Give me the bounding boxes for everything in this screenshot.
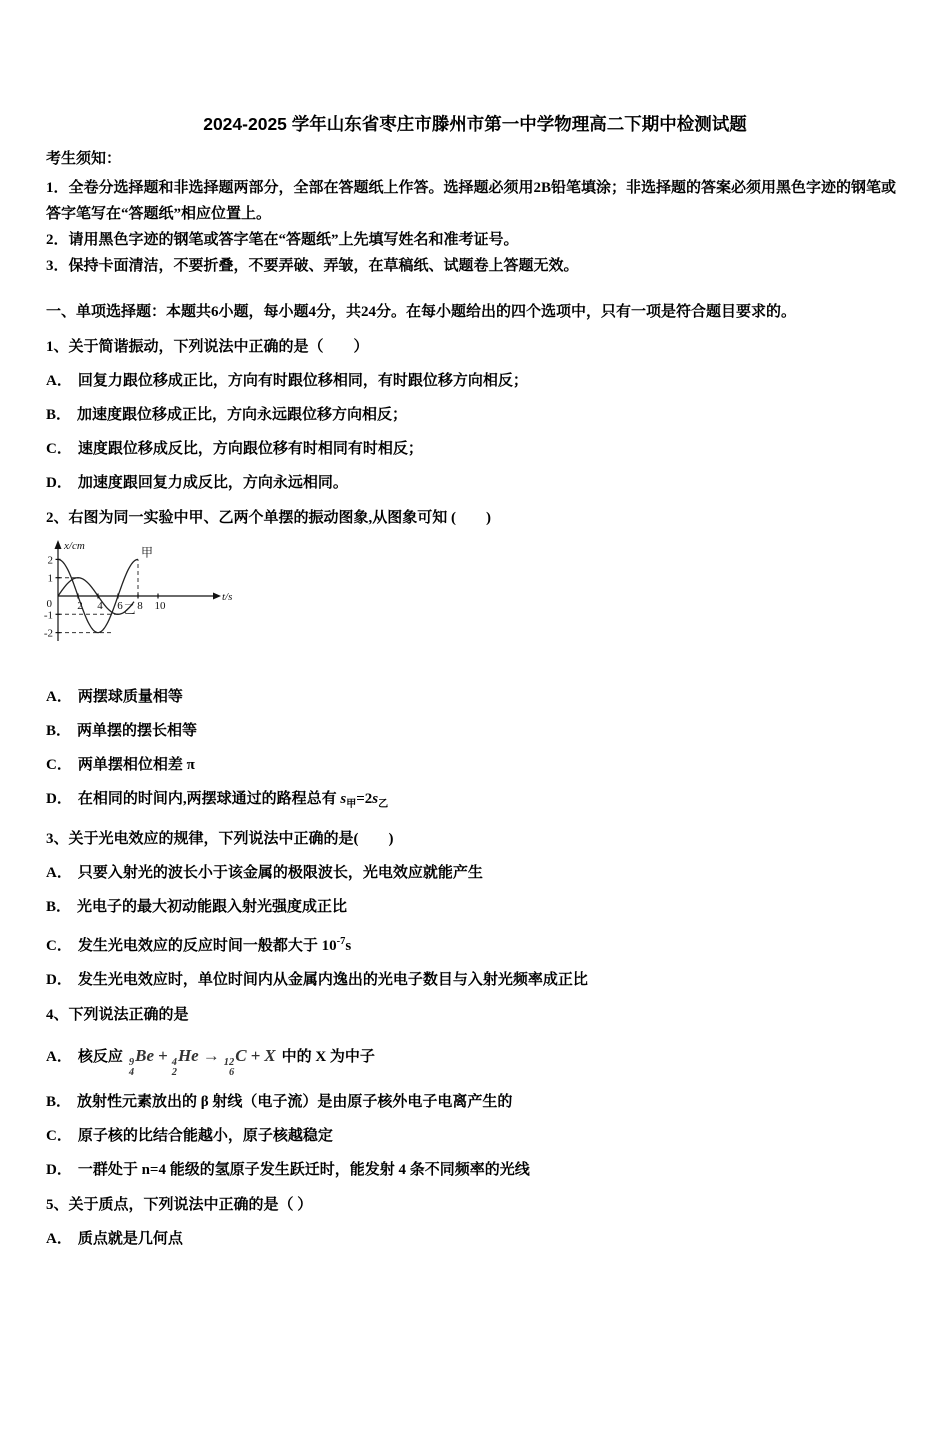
pendulum-vibration-graph: [38, 537, 904, 674]
question-3-stem: 3、关于光电效应的规律，下列说法中正确的是( ): [46, 831, 394, 847]
svg-text:1: 1: [47, 572, 53, 585]
question-2-stem: 2、右图为同一实验中甲、乙两个单摆的振动图象,从图象可知 ( ): [46, 510, 491, 526]
svg-text:甲: 甲: [141, 545, 154, 560]
svg-text:-2: -2: [43, 627, 53, 640]
notice-item-3: 3．保持卡面清洁，不要折叠，不要弄破、弄皱，在草稿纸、试题卷上答题无效。: [46, 258, 579, 274]
question-2-option-a: A． 两摆球质量相等: [46, 689, 183, 705]
option-text: 在相同的时间内,两摆球通过的路程总有: [77, 791, 341, 807]
question-2-option-d: D． 在相同的时间内,两摆球通过的路程总有 $s_甲=2s_乙$: [46, 791, 389, 810]
question-5-option-a: A． 质点就是几何点: [46, 1231, 183, 1247]
option-text: 加速度跟位移成正比，方向永远跟位移方向相反；: [77, 407, 408, 423]
option-text: 质点就是几何点: [77, 1231, 183, 1247]
notice-heading: 考生须知：: [46, 151, 122, 167]
svg-text:10: 10: [154, 600, 166, 612]
question-2-option-c: C． 两单摆相位相差 π: [46, 757, 195, 773]
svg-text:t/s: t/s: [222, 591, 233, 603]
question-3-option-b: B． 光电子的最大初动能跟入射光强度成正比: [46, 899, 348, 915]
notice-item-2: 2．请用黑色字迹的钢笔或答字笔在“答题纸”上先填写姓名和准考证号。: [46, 232, 519, 248]
svg-text:4: 4: [97, 600, 103, 612]
notice-list: [46, 175, 904, 279]
svg-text:-1: -1: [43, 609, 53, 622]
question-1-option-d: D． 加速度跟回复力成反比，方向永远相同。: [46, 475, 348, 491]
nuclide-he: 4 2 He: [171, 1046, 199, 1078]
question-1-option-b: B． 加速度跟位移成正比，方向永远跟位移方向相反；: [46, 407, 408, 423]
nuclide-c: 12 6 C: [223, 1046, 247, 1078]
question-3-option-a: A． 只要入射光的波长小于该金属的极限波长，光电效应就能产生: [46, 865, 483, 881]
svg-text:x/cm: x/cm: [64, 540, 85, 552]
question-2-option-b: B． 两单摆的摆长相等: [46, 723, 198, 739]
svg-text:0: 0: [46, 598, 52, 610]
option-text: 只要入射光的波长小于该金属的极限波长，光电效应就能产生: [77, 865, 483, 881]
option-text: 两单摆相位相差 π: [77, 757, 195, 773]
svg-text:2: 2: [77, 600, 83, 612]
question-4-stem: 4、下列说法正确的是: [46, 1007, 189, 1023]
question-1-stem: 1、关于简谐振动，下列说法中正确的是（ ）: [46, 339, 369, 355]
nuclide-be: 9 4 Be: [128, 1046, 154, 1078]
option-text: 发生光电效应时，单位时间内从金属内逸出的光电子数目与入射光频率成正比: [77, 972, 588, 988]
svg-text:8: 8: [137, 600, 143, 612]
question-4-option-c: C． 原子核的比结合能越小，原子核越稳定: [46, 1128, 333, 1144]
exam-page: [0, 112, 950, 1250]
svg-text:乙: 乙: [123, 602, 136, 617]
question-4-option-b: B． 放射性元素放出的 β 射线（电子流）是由原子核外电子电离产生的: [46, 1094, 513, 1110]
option-text: 原子核的比结合能越小，原子核越稳定: [77, 1128, 333, 1144]
option-text: 速度跟位移成反比，方向跟位移有时相同有时相反；: [77, 441, 423, 457]
question-4-option-a: A． 核反应 9 4 Be + 4 2 He → 12 6 C + X 中的 X 为中子: [46, 1046, 375, 1078]
question-5-stem: 5、关于质点，下列说法中正确的是（ ）: [46, 1197, 313, 1213]
nuclear-reaction-formula: 9 4 Be + 4 2 He → 12 6 C + X: [128, 1046, 276, 1078]
option-text: 一群处于 n=4 能级的氢原子发生跃迁时，能发射 4 条不同频率的光线: [77, 1162, 530, 1178]
option-text: 两摆球质量相等: [77, 689, 183, 705]
question-1-option-a: A． 回复力跟位移成正比，方向有时跟位移相同，有时跟位移方向相反；: [46, 373, 528, 389]
svg-text:6: 6: [117, 600, 123, 612]
question-1-option-c: C． 速度跟位移成反比，方向跟位移有时相同有时相反；: [46, 441, 423, 457]
page-title: 2024-2025 学年山东省枣庄市滕州市第一中学物理高二下期中检测试题: [203, 114, 747, 134]
option-text: 加速度跟回复力成反比，方向永远相同。: [77, 475, 348, 491]
option-text: 光电子的最大初动能跟入射光强度成正比: [77, 899, 348, 915]
question-3-option-c: C． 发生光电效应的反应时间一般都大于 $10^{-7}s$: [46, 936, 352, 954]
question-3-option-d: D． 发生光电效应时，单位时间内从金属内逸出的光电子数目与入射光频率成正比: [46, 972, 588, 988]
unknown-particle-x: X: [264, 1046, 276, 1065]
pendulum-vibration-graph-svg: [38, 537, 268, 669]
section-1-heading: 一、单项选择题：本题共6小题，每小题4分，共24分。在每小题给出的四个选项中，只有一项是符合题目要求的。: [46, 304, 797, 320]
question-4-option-d: D． 一群处于 n=4 能级的氢原子发生跃迁时，能发射 4 条不同频率的光线: [46, 1162, 530, 1178]
svg-text:2: 2: [47, 554, 53, 567]
option-text: 发生光电效应的反应时间一般都大于 10: [77, 938, 337, 954]
notice-item-1: 1．全卷分选择题和非选择题两部分，全部在答题纸上作答。选择题必须用2B铅笔填涂；非选择题的答案必须用黑色字迹的钢笔或答字笔写在“答题纸”相应位置上。: [46, 180, 897, 222]
option-text: 两单摆的摆长相等: [77, 723, 198, 739]
option-text: 回复力跟位移成正比，方向有时跟位移相同，有时跟位移方向相反；: [77, 373, 528, 389]
option-text: 放射性元素放出的 β 射线（电子流）是由原子核外电子电离产生的: [77, 1094, 513, 1110]
